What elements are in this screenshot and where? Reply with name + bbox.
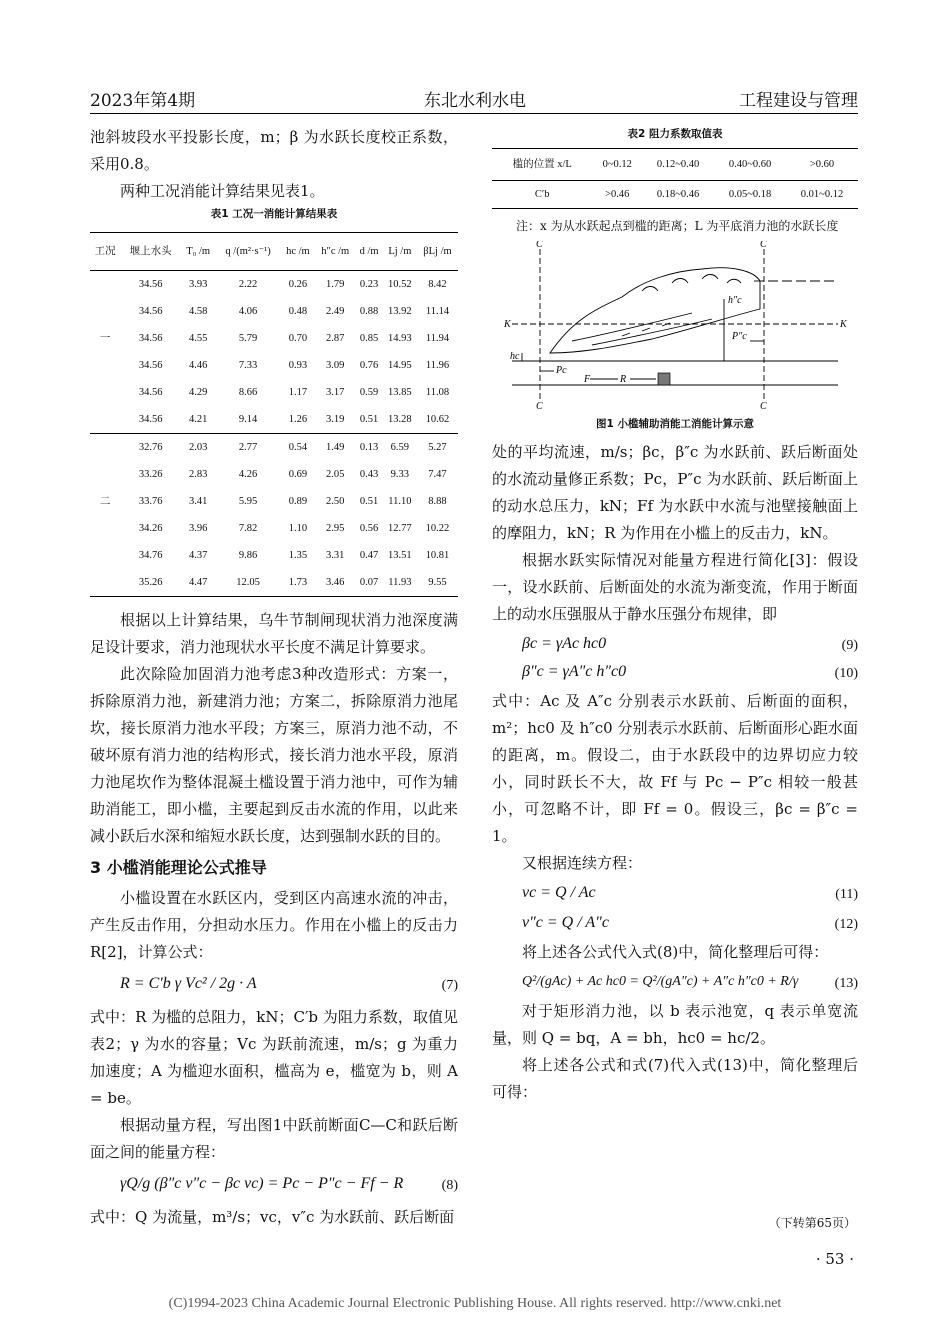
table-cell (90, 542, 120, 569)
table-header: 堰上水头 (129, 246, 172, 257)
label-c: C (536, 401, 543, 411)
table-cell: 34.56 (138, 306, 163, 317)
table-row (90, 325, 458, 352)
equation-number: (10) (834, 666, 858, 681)
table-cell: 34.56 (138, 360, 163, 371)
table-cell: 11.94 (425, 333, 450, 344)
paragraph: 将上述各公式和式(7)代入式(13)中，简化整理后可得： (492, 1056, 858, 1101)
label-k: K (840, 319, 847, 330)
equation-12 (522, 909, 858, 937)
paragraph: 根据水跃实际情况对能量方程进行简化[3]：假设一，设水跃前、后断面处的水流为渐变流，作用于断面上的动水压强服从于静水压强分布规律，即 (492, 551, 858, 623)
table-cell: 4.06 (238, 306, 258, 317)
table-row (90, 488, 458, 515)
table-cell: 11.96 (425, 360, 450, 371)
table-cell: 32.76 (138, 442, 163, 453)
table-cell: 1.17 (288, 387, 308, 398)
table-cell: 9.33 (390, 469, 410, 480)
hydraulic-jump-roller (550, 268, 760, 353)
table-cell: 1.79 (326, 279, 345, 290)
table-cell: 12.77 (388, 523, 412, 534)
equation-number: (12) (834, 917, 858, 932)
table-cell: 0.13 (359, 442, 379, 453)
table-cell: 2.83 (188, 469, 208, 480)
table-cell: 0.89 (288, 496, 308, 507)
table-cell: 0.85 (359, 333, 379, 344)
table-cell: 34.56 (138, 414, 163, 425)
table-cell: 0.70 (288, 333, 308, 344)
table-cell: 7.47 (428, 469, 447, 480)
journal-issue: 2023年第4期 (90, 91, 196, 111)
table-cell: 3.31 (326, 550, 345, 561)
left-column (90, 124, 458, 1231)
table-cell: 11.08 (425, 387, 450, 398)
label-ppp: P″c (732, 331, 747, 342)
table-cell: 3.19 (326, 414, 345, 425)
table-cell: 13.85 (388, 387, 412, 398)
table2-caption: 表2 阻力系数取值表 (627, 128, 723, 140)
table-cell (90, 271, 120, 299)
label-c: C (760, 401, 767, 411)
equation-body: Q²/(gAc) + Ac hc0 = Q²/(gA″c) + A″c h″c0 + R/γ (522, 974, 799, 989)
table-cell: 0.59 (359, 387, 379, 398)
table-cell: 8.42 (428, 279, 447, 290)
table-cell: 11.93 (388, 577, 412, 588)
paragraph: 式中：R 为槛的总阻力，kN；C′b 为阻力系数，取值见表2；γ 为水的容量；Vc 为跃前流速，m/s；g 为重力加速度；A 为槛迎水面积，槛高为 e，槛宽为 b，则 A = be。 (90, 1008, 458, 1107)
equation-number: (13) (834, 976, 858, 991)
label-pc: Pc (556, 365, 567, 376)
table-cell: 0.48 (288, 306, 308, 317)
table-cell: 8.88 (428, 496, 447, 507)
equation-9 (522, 630, 858, 658)
table-cell: 0.12~0.40 (656, 159, 700, 170)
table-row-label: C′b (534, 189, 550, 200)
figure1-diagram (492, 241, 858, 411)
table-header: 工况 (94, 246, 116, 257)
table1-caption: 表1 工况一消能计算结果表 (210, 208, 338, 220)
paragraph: 根据以上计算结果，乌牛节制闸现状消力池深度满足设计要求，消力池现状水平长度不满足计算要求。 (90, 611, 458, 656)
table-cell: 4.37 (188, 550, 208, 561)
table-cell: 2.05 (326, 469, 345, 480)
flow-streaks (572, 313, 712, 345)
paragraph: 池斜坡段水平投影长度，m；β 为水跃长度校正系数，采用0.8。 (90, 128, 458, 173)
paragraph: 又根据连续方程： (522, 854, 643, 872)
table-cell: 13.92 (388, 306, 412, 317)
table-cell: 8.66 (238, 387, 258, 398)
equation-number: (8) (441, 1178, 458, 1193)
equation-number: (9) (841, 638, 858, 653)
journal-name: 东北水利水电 (424, 91, 526, 111)
paragraph: 式中：Q 为流量，m³/s；vc，v″c 为水跃前、跃后断面 (90, 1208, 455, 1226)
table-cell: 0.18~0.46 (656, 189, 700, 200)
table-cell: 1.73 (288, 577, 308, 588)
table-cell: 0.07 (359, 577, 379, 588)
table-cell: 4.46 (188, 360, 208, 371)
table-row (90, 434, 458, 462)
table-cell: 3.09 (326, 360, 345, 371)
paragraph: 对于矩形消力池，以 b 表示池宽，q 表示单宽流量，则 Q = bq，A = bh，hc0 = hc/2。 (492, 1002, 858, 1047)
equation-number: (7) (441, 978, 458, 993)
table-cell (90, 461, 120, 488)
label-hpp: h″c (728, 295, 742, 306)
equation-number: (11) (835, 887, 858, 902)
table-cell: 1.26 (288, 414, 308, 425)
table-cell: 0.23 (359, 279, 379, 290)
table-row (90, 569, 458, 597)
header-rule (90, 113, 858, 114)
continued-note: （下转第65页） (768, 1216, 856, 1230)
table-cell: 7.33 (238, 360, 258, 371)
equation-body: R = C′b γ Vc² / 2g · A (120, 975, 257, 992)
table-cell: 2.50 (326, 496, 345, 507)
label-c: C (760, 241, 767, 250)
paragraph: 处的平均流速，m/s；βc，β″c 为水跃前、跃后断面处的水流动量修正系数；Pc，P″c 为水跃前、跃后断面上的动水总压力，kN；Ff 为水跃中水流与池壁接触面上的摩阻力，kN；R 为作用在小槛上的反击力，kN。 (492, 443, 858, 542)
table2-note: 注：x 为从水跃起点到槛的距离；L 为平底消力池的水跃长度 (516, 219, 839, 233)
table-header: Lj /m (388, 246, 412, 257)
page-number: · 53 · (815, 1250, 854, 1268)
copyright-footer: (C)1994-2023 China Academic Journal Electronic Publishing House. All rights reserved. http://www.cnki.net (168, 1296, 782, 1311)
figure1-caption: 图1 小槛辅助消能工消能计算示意 (596, 418, 754, 430)
table-cell: 4.55 (188, 333, 208, 344)
table-cell: 3.17 (326, 387, 345, 398)
table-cell: 0.51 (359, 496, 379, 507)
table-cell: 2.49 (326, 306, 345, 317)
table-cell: 13.51 (388, 550, 412, 561)
equation-body: γQ/g (β″c v″c − βc vc) = Pc − P″c − Ff − R (120, 1175, 404, 1192)
paragraph: 此次除险加固消力池考虑3种改造形式：方案一，拆除原消力池，新建消力池；方案二，拆除原消力池尾坎，接长原消力池水平段；方案三，原消力池不动，不破坏原有消力池的结构形式，接长消力池水平段，原消力池尾坎作为整体混凝土槛设置于消力池中，可作为辅助消能工，即小槛，主要起到反击水流的作用，以此来减小跃后水深和缩短水跃长度，达到强制水跃的目的。 (90, 665, 458, 845)
paragraph: 根据动量方程，写出图1中跃前断面C—C和跃后断面之间的能量方程： (90, 1116, 458, 1161)
table-cell: 4.47 (188, 577, 208, 588)
table-cell (90, 379, 120, 406)
table-cell: 13.28 (388, 414, 412, 425)
table-cell: 0.51 (359, 414, 379, 425)
table-cell: 4.21 (188, 414, 208, 425)
table-cell: 5.95 (238, 496, 258, 507)
table-cell: 4.29 (188, 387, 208, 398)
table-cell: 34.56 (138, 387, 163, 398)
table1 (90, 232, 458, 597)
table-cell: 0.69 (288, 469, 308, 480)
table-cell: 10.81 (425, 550, 450, 561)
table-cell: 3.93 (188, 279, 208, 290)
table-cell: 14.95 (388, 360, 412, 371)
table-cell: 2.95 (326, 523, 345, 534)
table-row-label: 槛的位置 x/L (512, 159, 572, 170)
table-cell: 4.58 (188, 306, 208, 317)
table-cell: 6.59 (390, 442, 410, 453)
paragraph: 小槛设置在水跃区内，受到区内高速水流的冲击，产生反击作用，分担动水压力。作用在小槛上的反击力 R[2]，计算公式： (90, 889, 458, 961)
table-cell: 9.14 (238, 414, 258, 425)
equation-8 (120, 1170, 458, 1198)
equation-7 (120, 970, 458, 998)
equation-13 (522, 968, 858, 996)
table-cell: 0~0.12 (602, 159, 632, 170)
table-header: βLj /m (423, 246, 452, 257)
table2 (492, 148, 858, 209)
table-cell: 0.40~0.60 (728, 159, 772, 170)
table-cell: 34.56 (138, 333, 163, 344)
table-cell: 2.22 (238, 279, 258, 290)
table-cell: 0.01~0.12 (800, 189, 844, 200)
section-name: 工程建设与管理 (739, 91, 858, 111)
table-cell: 5.79 (238, 333, 258, 344)
table-cell: 34.26 (138, 523, 163, 534)
equation-body: vc = Q / Ac (522, 884, 596, 901)
table-cell: 0.76 (359, 360, 379, 371)
table-cell: 0.43 (359, 469, 379, 480)
table-row (90, 406, 458, 434)
table-cell: 10.52 (388, 279, 412, 290)
table-cell: 34.76 (138, 550, 163, 561)
table-row (90, 298, 458, 325)
table-row (90, 542, 458, 569)
paragraph: 将上述各公式代入式(8)中，简化整理后可得： (522, 943, 829, 961)
table-cell: 2.03 (188, 442, 208, 453)
equation-body: βc = γAc hc0 (522, 635, 607, 652)
table-header: hc /m (286, 246, 310, 257)
equation-body: v″c = Q / A″c (522, 914, 609, 931)
table-cell: 1.49 (326, 442, 345, 453)
sill-block (658, 373, 670, 385)
table-cell: 0.05~0.18 (728, 189, 772, 200)
table-header: h″c /m (321, 246, 350, 257)
equation-11 (522, 879, 858, 907)
table-cell: 0.93 (288, 360, 308, 371)
table-cell: 9.86 (238, 550, 258, 561)
table-cell: 0.47 (359, 550, 379, 561)
label-c: C (536, 241, 543, 250)
table-cell (90, 406, 120, 434)
paragraph: 两种工况消能计算结果见表1。 (120, 182, 325, 200)
table-cell: 0.88 (359, 306, 379, 317)
table-cell: 34.56 (138, 279, 163, 290)
label-hc: hc (510, 351, 520, 362)
table-cell (90, 298, 120, 325)
table-cell: 二 (99, 496, 111, 507)
table-cell (90, 352, 120, 379)
table-cell: 2.87 (326, 333, 345, 344)
table-cell: 10.22 (425, 523, 450, 534)
table-row (90, 352, 458, 379)
table-cell: 5.27 (428, 442, 447, 453)
table-row (90, 515, 458, 542)
table-cell: >0.46 (605, 189, 630, 200)
table-row (90, 271, 458, 299)
table-cell (90, 569, 120, 597)
label-k: K (504, 319, 511, 330)
table-cell: 一 (99, 333, 111, 344)
table-cell: 9.55 (428, 577, 447, 588)
table-header: q /(m²·s⁻¹) (225, 246, 271, 257)
table-cell: 33.76 (138, 496, 163, 507)
table-cell: 14.93 (388, 333, 412, 344)
table-cell: 0.54 (288, 442, 308, 453)
table-cell: 11.10 (388, 496, 412, 507)
label-f: F (584, 374, 591, 385)
table-cell (90, 515, 120, 542)
paragraph: 式中：Ac 及 A″c 分别表示水跃前、后断面的面积，m²；hc0 及 h″c0 分别表示水跃前、后断面形心距水面的距离，m。假设二，由于水跃段中的边界切应力较小，同时跃长不大，故 Ff 与 Pc − P″c 相较一般甚小，可忽略不计，即 Ff = 0。假设三，βc = β″c = 1。 (492, 692, 858, 845)
table-cell (90, 434, 120, 462)
right-column (492, 124, 858, 1106)
table-cell: 33.26 (138, 469, 163, 480)
table-cell: 10.62 (425, 414, 450, 425)
section-heading: 3 小槛消能理论公式推导 (90, 858, 267, 877)
table-cell: 12.05 (236, 577, 260, 588)
table-cell: 3.96 (188, 523, 208, 534)
table-cell: 3.41 (188, 496, 208, 507)
table-cell: 2.77 (238, 442, 258, 453)
table-row (90, 461, 458, 488)
table-cell: 0.26 (288, 279, 308, 290)
table-cell: >0.60 (809, 159, 835, 170)
table-cell: 7.82 (238, 523, 258, 534)
table-cell: 0.56 (359, 523, 379, 534)
table-cell: 11.14 (425, 306, 450, 317)
table-cell: 3.46 (326, 577, 345, 588)
table-cell: 1.10 (288, 523, 308, 534)
equation-body: β″c = γA″c h″c0 (522, 663, 627, 680)
equation-10 (522, 658, 858, 686)
table-header: d /m (359, 246, 379, 257)
table-row (90, 379, 458, 406)
table-cell: 1.35 (288, 550, 308, 561)
roller-eddies (642, 275, 741, 292)
table-header: T₀ /m (186, 246, 211, 257)
table-cell: 35.26 (138, 577, 163, 588)
table-cell: 4.26 (238, 469, 258, 480)
label-r: R (620, 374, 627, 385)
